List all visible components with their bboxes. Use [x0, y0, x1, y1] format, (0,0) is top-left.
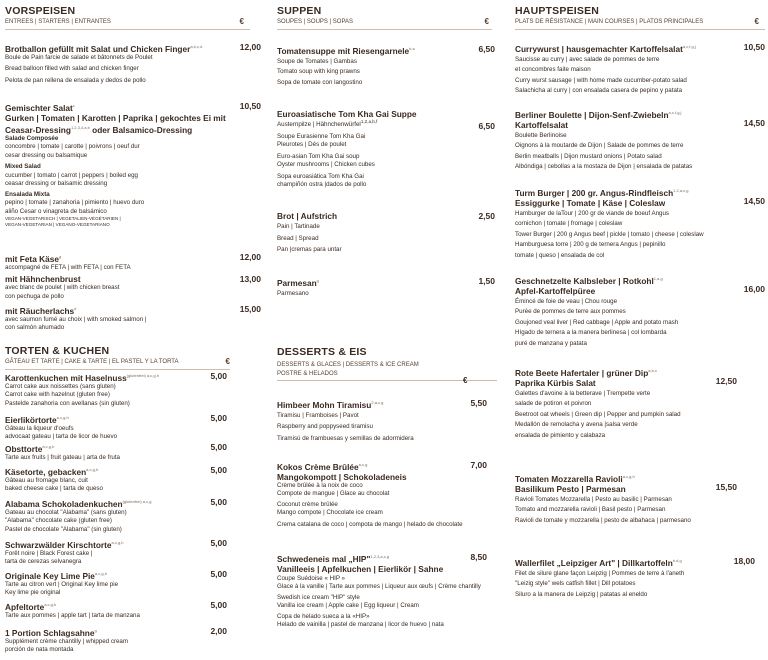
menu-item: Eierlikörtorte$^{a,c,g,h}$ 5,00 Gâteau la liqueur d'oeufs advocaat gateau | tarta de licor de huevo — [5, 413, 227, 441]
item-price: 6,50 — [478, 44, 495, 54]
menu-item: Schwarzwälder Kirschtorte$^{a,c,g,h}$ 5,00 Forêt noire | Black Forest cake | tarta de cerezas selvanegra — [5, 538, 227, 566]
menu-item: Käsetorte, gebacken$^{a,c,g,h}$ 5,00 Gâteau au fromage blanc, cuit baked cheese cake | tarta de queso — [5, 465, 227, 493]
menu-item-chicken: mit Hähnchenbrust 13,00 avec blanc de poulet | with chicken breast con pechuga de pollo — [5, 274, 261, 300]
item-price: 18,00 — [733, 556, 755, 566]
item-price: 12,50 — [715, 376, 737, 386]
item-price: 5,00 — [210, 465, 227, 475]
menu-item-tiramisu: Himbeer Mohn Tiramisu$^{2,a,c,g}$ 5,50 Tiramisu | Framboises | Pavot Raspberry and poppyseed tiramisu Tiramisú de frambuesas y semillas de adormidera — [277, 398, 487, 442]
menu-item: Currywurst | hausgemachter Kartoffelsalat$^{a,c,f,g,j}$ 10,50 Saucisse au curry | avec salade de pommes de terre et concombres faite maison Curry wurst sausage | with home made cucumber-potato salad Salachicha al curry | con ensalada casera de pepino y patata — [515, 42, 765, 95]
item-price: 2,50 — [478, 211, 495, 221]
item-price: 5,00 — [210, 442, 227, 452]
menu-item: Wallerfilet „Leipziger Art" | Dillkartoffeln$^{b,d,g}$ 18,00 Filet de silure glane façon Leipzig | Pommes de terre à l'aneth "Leizig style" wels catfish fillet | Dill potatoes Siluro a la manera de Leipzig | patatas al eneldo — [515, 556, 755, 598]
item-price: 10,50 — [743, 42, 765, 52]
section-subtitle: ENTREES | STARTERS | ENTRANTES € — [5, 19, 250, 30]
menu-item-bread: Brot | Aufstrich 2,50 Pain | Tartinade Bread | Spread Pan |cremas para untar — [277, 211, 495, 253]
section-soups — [277, 2, 492, 30]
menu-item-creme-brulee: Kokos Crème Brûlée$^{a,c,g}$ Mangokompott | Schokoladeneis 7,00 Crème brûlée à la noix de coco Compote de mangue | Glace au chocolat Coconut crème brûlée Mango compote | Chocolate ice cream Crema catalana de coco | compota de mango | helado de chocolate — [277, 460, 487, 528]
section-title: HAUPTSPEISEN — [515, 5, 600, 17]
section-title: SUPPEN — [277, 5, 322, 17]
menu-item: Tomaten Mozzarella Ravioli$^{a,c,g,h}$ Basilikum Pesto | Parmesan 15,50 Ravioli Tomates Mozzarella | Pesto au basilic | Parmesan Tomato and mozzarella ravioli | Basil pesto | Parmesan Ravioli de tomate y mozzarella | pesto de albahaca | parmesano — [515, 473, 737, 524]
item-price: 6,50 — [478, 121, 495, 131]
menu-item: Turm Burger | 200 gr. Angus-Rindfleisch$^{1,2,a,c,g}$ Essiggurke | Tomate | Käse | Coleslaw 14,50 Hamburger de laTour | 200 gr de viande de boeuf Angus cornichon | tomate | fromage | coleslaw Tower Burger | 200 g Angus beef | pickle | tomato | cheese | coleslaw Hamburguesa torre | 200 g de ternera Angus | pepinillo tomate | queso | ensalada de col — [515, 187, 765, 259]
menu-item-mixed-salad: Gemischter Salat$^c$ 10,50 Gurken | Tomaten | Karotten | Paprika | gekochtes Ei mit Ceasar-Dressing$^{1,2,3,4,a,b}$ oder Balsamico-Dressing Salade Composée concombre | tomate | carotte | poivrons | oeuf dur cesar dressing ou balsamique Mixed Salad cucumber | tomato | carrot | peppers | boiled egg ceasar dressing or balsamic dressing Ensalada Mixta pepino | tomate | zanahoria | pimiento | huevo duro aliño Cesar o vinagreta de balsámico VEGAN-VEGETARISCH | VEGETALIEN-VÉGÉTARIEN | VEGAN-VEGETARIAN | VEGANO-VEGETARIANO — [5, 101, 261, 228]
menu-item-salmon: mit Räucherlachs$^d$ 15,00 avec saumon fumé au choix | with smoked salmon | con salmón ahumado — [5, 304, 261, 332]
item-price: 16,00 — [743, 284, 765, 294]
section-title: TORTEN & KUCHEN — [5, 345, 110, 357]
menu-item: Geschnetzelte Kalbsleber | Rotkohl$^{1,a,g}$ Apfel-Kartoffelpüree 16,00 Émincé de foie de veau | Chou rouge Purée de pommes de terre aux pommes Goujoned veal liver | Red cabbage | Apple and potato mash Hígado de ternera a la manera berlinesa | col lombarda puré de manzana y patata — [515, 275, 765, 347]
section-subtitle: GÂTEAU ET TARTE | CAKE & TARTE | EL PASTEL Y LA TORTA € — [5, 359, 230, 370]
menu-item: 1 Portion Schlagsahne$^g$ 2,00 Supplément crème chantilly | whipped cream porción de nata montada — [5, 626, 227, 654]
section-subtitle: DESSERTS & GLACES | DESSERTS & ICE CREAM — [277, 362, 419, 368]
currency-label: € — [225, 357, 230, 366]
menu-item-tom-kha-gai: Euroasiatische Tom Kha Gai Suppe Austernpilze | Hähnchenwürfel$^{1,2,a,b,f}$ 6,50 Soupe Eurasienne Tom Kha Gai Pleurotes | Dés de poulet Euro-asian Tom Kha Gai soup Oyster mushrooms | Chicken cubes Sopa euroasiática Tom Kha Gai champiñón ostra |dados de pollo — [277, 109, 495, 189]
item-price: 5,00 — [210, 371, 227, 381]
menu-item: Originale Key Lime Pie$^{a,c,g,h}$ 5,00 Tarte au citron vert | Original Key lime pie Key lime pie original — [5, 569, 227, 597]
item-price: 2,00 — [210, 626, 227, 636]
item-price: 7,00 — [470, 460, 487, 470]
item-price: 8,50 — [470, 552, 487, 562]
item-price: 5,00 — [210, 413, 227, 423]
item-price: 5,00 — [210, 538, 227, 548]
section-main-courses — [515, 2, 765, 30]
item-price: 10,50 — [239, 101, 261, 111]
item-price: 1,50 — [478, 276, 495, 286]
currency-label: € — [463, 376, 468, 385]
item-price: 5,00 — [210, 600, 227, 610]
item-price: 14,50 — [743, 196, 765, 206]
item-price: 5,00 — [210, 497, 227, 507]
menu-item: Alabama Schokoladenkuchen$^{(glutenfrei) a,c,g}$ 5,00 Gateau au chocolat "Alabama" (sans gluten) "Alabama" chocolate cake (gluten free) Pastel de chocolate "Alabama" (sin gluten) — [5, 497, 227, 533]
menu-item-schwedeneis: Schwedeneis mal „HIP"$^{1,2,3,a,c,g}$ Vanilleeis | Apfelkuchen | Eierlikör | Sahne 8,50 Coupe Suédoise « HIP » Glace à la vanille | Tarte aux pommes | Liqueur aux œufs | Crème chantilly Swedish ice cream "HIP" style Vanilla ice cream | Apple cake | Egg liqueur | Cream Copa de helado sueca a la «HIP» Helado de vainilla | pastel de manzana | licor de huevo | nata — [277, 552, 487, 629]
item-price: 15,00 — [239, 304, 261, 314]
item-price: 5,50 — [470, 398, 487, 408]
item-price: 15,50 — [715, 482, 737, 492]
section-starters — [5, 2, 250, 30]
item-price: 14,50 — [743, 118, 765, 128]
menu-item: Rote Beete Hafertaler | grüner Dip$^{a,b,c}$ Paprika Kürbis Salat 12,50 Galettes d'avoine à la betterave | Trempette verte salade de potiron et poivron Beetroot oat wheels | Green dip | Pepper and pumpkin salad Medallón de remolacha y avena |salsa verde ensalada de pimiento y calabaza — [515, 367, 737, 439]
section-subtitle: SOUPES | SOUPS | SOPAS € — [277, 19, 492, 30]
menu-item-brotballon: Brotballon gefüllt mit Salat und Chicken Finger$^{a,b,c,d}$ 12,00 Boule de Pain farcie de salade et bâtonnets de Poulet Bread balloon filled with salad and chicken finger Pelota de pan rellena de ensalada y dedos de pollo — [5, 42, 261, 84]
item-price: 5,00 — [210, 569, 227, 579]
menu-item-parmesan: Parmesan$^g$ 1,50 Parmesano — [277, 276, 495, 297]
section-title: VORSPEISEN — [5, 5, 76, 17]
section-cakes — [5, 342, 230, 370]
currency-label: € — [239, 17, 244, 26]
menu-item: Karottenkuchen mit Haselnuss$^{(glutenfrei) a,c,g,h}$ 5,00 Carrot cake aux noissettes (sans gluten) Carrot cake with hazelnut (gluten free) Pastelde zanahoria con avellanas (sin gluten) — [5, 371, 227, 407]
section-desserts: DESSERTS & EIS DESSERTS & GLACES | DESSERTS & ICE CREAM POSTRE & HELADOS € — [277, 343, 497, 381]
menu-item: Berliner Boulette | Dijon-Senf-Zwiebeln$^{a,c,f,g,j}$ Kartoffelsalat 14,50 Boulette Berlinoise Oignons à la moutarde de Dijon | Salade de pommes de terre Berlin meatballs | Dijon mustard onions | Potato salad Albóndiga | cebollas a la mostaza de Dijon | ensalada de patatas — [515, 109, 765, 171]
currency-label: € — [754, 17, 759, 26]
item-price: 12,00 — [239, 42, 261, 52]
menu-item: Apfeltorte$^{a,c,g,h}$ 5,00 Tarte aux pommes | apple tart | tarta de manzana — [5, 600, 227, 619]
currency-label: € — [484, 17, 489, 26]
section-subtitle: PLATS DE RÉSISTANCE | MAIN COURSES | PLATOS PRINCIPALES € — [515, 19, 765, 30]
menu-item: Obsttorte$^{a,c,g,h}$ 5,00 Tarte aux fruits | fruit gateau | arta de fruta — [5, 442, 227, 461]
menu-item-feta: mit Feta Käse$^g$ 12,00 accompagné de FETA | with FETA | con FETA — [5, 252, 261, 271]
section-title: DESSERTS & EIS — [277, 346, 367, 358]
item-price: 12,00 — [239, 252, 261, 262]
item-price: 13,00 — [239, 274, 261, 284]
menu-item-tomato-soup: Tomatensuppe mit Riesengarnele$^{b,a}$ 6,50 Soupe de Tomates | Gambas Tomato soup with king prawns Sopa de tomate con langostino — [277, 44, 495, 86]
